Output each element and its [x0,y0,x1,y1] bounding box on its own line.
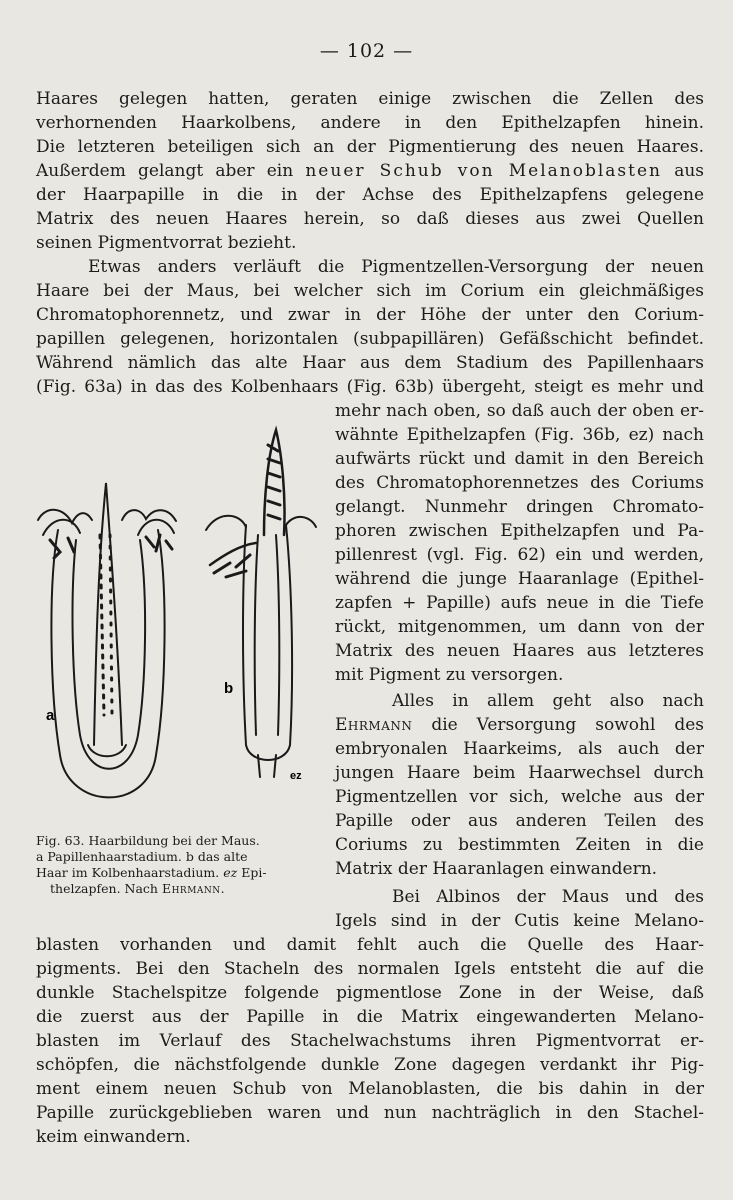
figure-label-b: b [224,680,234,697]
text-line: aufwärts rückt und damit in den Bereich [335,449,704,469]
text-line: pigments. Bei den Stacheln des normalen Igels entsteht die auf die [36,959,704,979]
text-line: während die junge Haaranlage (Epithel- [335,569,704,589]
text-line: Während nämlich das alte Haar aus dem Stadium des Papillenhaars [36,353,704,373]
text-line: zapfen + Papille) aufs neue in die Tiefe [335,593,704,613]
figure-caption-line: a Papillenhaarstadium. b das alte [36,849,248,864]
text-line: rückt, mitgenommen, um dann von der [335,617,704,637]
follicle-b-drawing [206,430,316,777]
spaced-emphasis: neuer Schub von Melanoblasten [305,161,663,181]
text-line: blasten im Verlauf des Stachelwachstums ihren Pigmentvorrat er- [36,1031,704,1051]
text-line: Chromatophorennetz, und zwar in der Höhe der unter den Corium- [36,305,704,325]
text-line [36,160,704,182]
text-line: pillenrest (vgl. Fig. 62) ein und werden, [335,545,704,565]
text-line: Matrix des neuen Haares aus letzteres [335,641,704,661]
text-fragment: Außerdem gelangt aber ein [36,161,306,181]
text-line: Papille zurückgeblieben waren und nun nachträglich in den Stachel- [36,1103,704,1123]
text-line: Bei Albinos der Maus und des [392,887,704,907]
text-line: Alles in allem geht also nach [392,691,704,711]
caption-fragment: thelzapfen. Nach [50,881,162,896]
caption-fragment: . [220,881,225,896]
text-line: Papille oder aus anderen Teilen des [335,811,704,831]
text-line [335,714,704,736]
text-line: blasten vorhanden und damit fehlt auch die Quelle des Haar- [36,935,704,955]
text-line: Die letzteren beteiligen sich an der Pigmentierung des neuen Haares. [36,137,704,157]
text-line: Matrix der Haaranlagen einwandern. [335,859,658,879]
caption-fragment: Epi- [237,865,267,880]
hair-follicle-figure [28,415,328,835]
text-line: (Fig. 63a) in das des Kolbenhaars (Fig. 63b) übergeht, steigt es mehr und [36,377,704,397]
figure-label-ez: ez [290,770,302,782]
text-line: Pigmentzellen vor sich, welche aus der [335,787,704,807]
text-line: mehr nach oben, so daß auch der oben er- [335,401,704,421]
text-line: papillen gelegenen, horizontalen (subpapillären) Gefäßschicht befindet. [36,329,704,349]
text-line: Haares gelegen hatten, geraten einige zwischen die Zellen des [36,89,704,109]
text-line: phoren zwischen Epithelzapfen und Pa- [335,521,704,541]
text-line: der Haarpapille in die in der Achse des Epithelzapfens gelegene [36,185,704,205]
text-fragment: aus [662,161,704,181]
text-line: dunkle Stachelspitze folgende pigmentlose Zone in der Weise, daß [36,983,704,1003]
caption-fragment: Haar im Kolbenhaarstadium. [36,865,224,880]
figure-caption-line [50,881,225,896]
text-line: wähnte Epithelzapfen (Fig. 36b, ez) nach [335,425,704,445]
page-number: — 102 — [319,40,414,62]
text-line: gelangt. Nunmehr dringen Chromato- [335,497,704,517]
caption-abbrev: ez [223,865,238,880]
text-line: keim einwandern. [36,1127,191,1147]
figure-caption-line [36,865,267,880]
follicle-a-drawing [38,483,176,797]
text-line: seinen Pigmentvorrat bezieht. [36,233,297,253]
text-line: Matrix des neuen Haares herein, so daß dieses aus zwei Quellen [36,209,704,229]
text-line: des Chromatophorennetzes des Coriums [335,473,704,493]
text-line: Igels sind in der Cutis keine Melano- [335,911,704,931]
text-line: mit Pigment zu versorgen. [335,665,564,685]
text-line: jungen Haare beim Haarwechsel durch [335,763,704,783]
caption-author: Ehrmann [161,881,221,896]
text-line: schöpfen, die nächstfolgende dunkle Zone dagegen verdankt ihr Pig- [36,1055,704,1075]
author-name: Ehrmann [335,715,413,735]
figure-caption-line: Fig. 63. Haarbildung bei der Maus. [36,833,260,848]
text-line: ment einem neuen Schub von Melanoblasten, die bis dahin in der [36,1079,704,1099]
text-fragment: die Versorgung sowohl des [412,715,704,735]
text-line: verhornenden Haarkolbens, andere in den Epithelzapfen hinein. [36,113,704,133]
text-line: Etwas anders verläuft die Pigmentzellen-Versorgung der neuen [88,257,704,277]
text-line: die zuerst aus der Papille in die Matrix eingewanderten Melano- [36,1007,704,1027]
text-line: Coriums zu bestimmten Zeiten in die [335,835,704,855]
text-line: embryonalen Haarkeims, als auch der [335,739,704,759]
figure-label-a: a [46,707,55,724]
text-line: Haare bei der Maus, bei welcher sich im Corium ein gleichmäßiges [36,281,704,301]
